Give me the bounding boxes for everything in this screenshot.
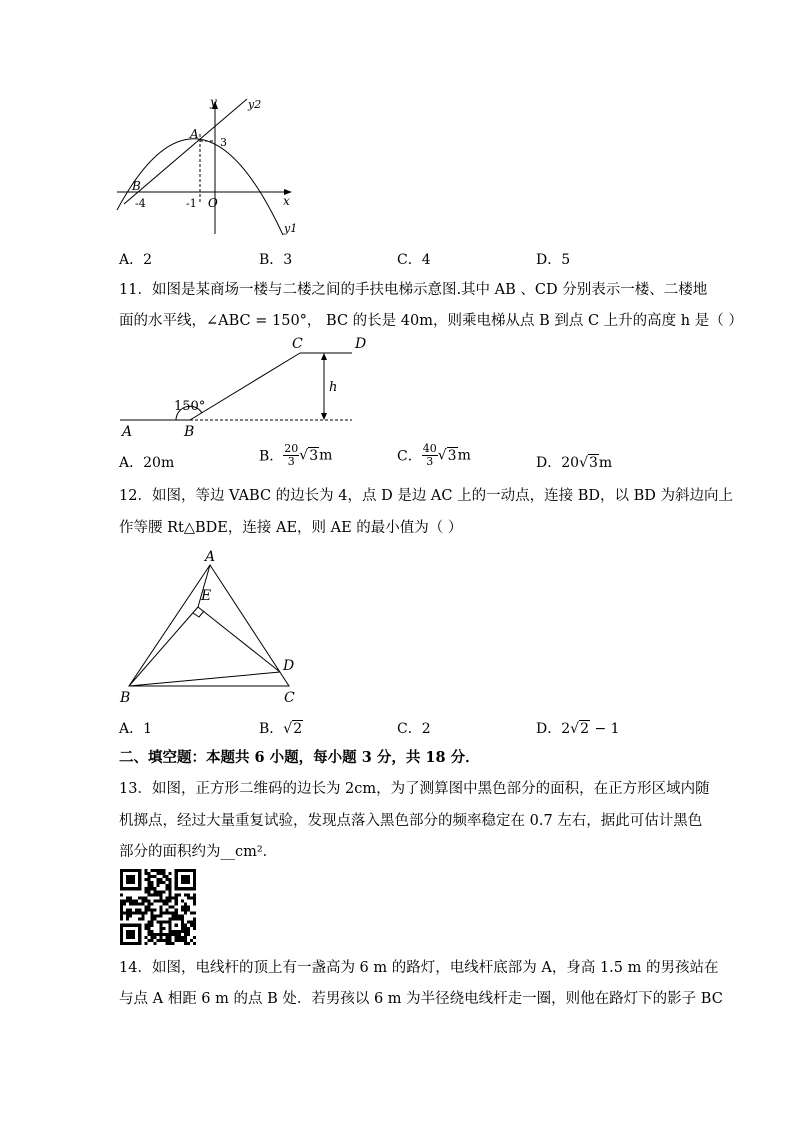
qr-module <box>190 896 193 899</box>
qr-module <box>126 930 135 939</box>
qr-module <box>175 896 178 899</box>
qr-module <box>144 872 147 875</box>
escalator-bc <box>190 353 300 420</box>
qr-module <box>141 918 144 921</box>
qr-module <box>172 942 175 945</box>
label-B: B <box>184 424 195 440</box>
qr-module <box>160 878 163 881</box>
qr-module <box>193 902 196 905</box>
qr-module <box>193 912 196 915</box>
qr-module <box>184 942 187 945</box>
q10-option-b[interactable]: B．3 <box>259 252 293 268</box>
qr-module <box>181 939 184 942</box>
segment-bd <box>129 672 280 686</box>
qr-module <box>169 933 172 936</box>
qr-module <box>153 890 156 893</box>
qr-module <box>193 896 196 899</box>
qr-module <box>141 902 144 905</box>
qr-module <box>138 909 141 912</box>
qr-module <box>147 887 150 890</box>
label-A: A <box>205 549 216 565</box>
qr-module <box>193 918 196 921</box>
qr-module <box>123 902 126 905</box>
qr-module <box>120 915 123 918</box>
qr-module <box>178 939 181 942</box>
qr-module <box>150 933 153 936</box>
q12-triangle-figure <box>112 543 312 708</box>
qr-module <box>126 875 135 884</box>
q14-stem-line1: 14．如图，电线杆的顶上有一盏高为 6 m 的路灯，电线杆底部为 A，身高 1.5 m 的男孩站在 <box>119 960 719 976</box>
qr-module <box>163 927 166 930</box>
qr-module <box>160 905 163 908</box>
qr-module <box>126 909 129 912</box>
qr-module <box>193 899 196 902</box>
qr-module <box>120 918 123 921</box>
line-y2 <box>124 99 247 204</box>
qr-module <box>156 884 159 887</box>
qr-module <box>135 909 138 912</box>
qr-module <box>120 912 123 915</box>
height-arrow-top <box>321 353 327 360</box>
qr-module <box>138 918 141 921</box>
qr-module <box>156 869 159 872</box>
triangle-abc <box>129 565 289 686</box>
q11-stem-line2: 面的水平线，∠ABC = 150°， BC 的长是 40m，则乘电梯从点 B 到点 C 上升的高度 h 是（ ） <box>119 313 743 329</box>
qr-module <box>160 915 163 918</box>
qr-module <box>169 887 172 890</box>
label-D: D <box>355 336 367 352</box>
label-x: x <box>283 194 290 208</box>
qr-module <box>187 896 190 899</box>
qr-module <box>135 912 138 915</box>
qr-module <box>163 869 166 872</box>
q10-option-a[interactable]: A．2 <box>119 252 153 268</box>
label-neg4: -4 <box>135 197 146 210</box>
label-E: E <box>201 588 212 604</box>
qr-module <box>175 939 178 942</box>
qr-module <box>172 912 175 915</box>
qr-module <box>169 896 172 899</box>
q10-option-c[interactable]: C．4 <box>397 252 431 268</box>
qr-module <box>160 869 163 872</box>
qr-module <box>156 899 159 902</box>
qr-module <box>126 915 129 918</box>
qr-module <box>147 927 150 930</box>
qr-module <box>129 912 132 915</box>
qr-module <box>184 933 187 936</box>
qr-module <box>160 930 163 933</box>
qr-module <box>175 902 178 905</box>
qr-module <box>132 902 135 905</box>
qr-module <box>141 899 144 902</box>
label-h: h <box>329 380 338 395</box>
qr-module <box>184 905 187 908</box>
qr-module <box>150 887 153 890</box>
q12-option-a[interactable]: A．1 <box>119 721 153 737</box>
qr-module <box>163 902 166 905</box>
q11-option-b[interactable]: B． $\frac{20}{3}$ √3m <box>259 442 333 468</box>
qr-module <box>144 936 147 939</box>
qr-module <box>187 933 190 936</box>
qr-module <box>141 915 144 918</box>
qr-module <box>169 878 172 881</box>
qr-module <box>166 884 169 887</box>
q12-option-d[interactable]: D．2√2 − 1 <box>536 721 620 737</box>
qr-module <box>144 890 147 893</box>
q13-stem-line2: 机掷点，经过大量重复试验，发现点落入黑色部分的频率稳定在 0.7 左右，据此可估计黑色 <box>119 813 703 829</box>
qr-module <box>160 899 163 902</box>
qr-module <box>141 896 144 899</box>
qr-module <box>184 924 187 927</box>
qr-module <box>160 881 163 884</box>
label-3: 3 <box>220 136 227 149</box>
qr-module <box>193 942 196 945</box>
qr-module <box>147 921 150 924</box>
qr-module <box>150 939 153 942</box>
qr-module <box>150 936 153 939</box>
qr-module <box>172 915 175 918</box>
qr-module <box>187 927 190 930</box>
qr-module <box>169 942 172 945</box>
qr-module <box>138 896 141 899</box>
qr-module <box>166 939 169 942</box>
qr-module <box>144 899 147 902</box>
label-A: A <box>122 424 133 440</box>
qr-module <box>160 936 163 939</box>
qr-module <box>144 942 147 945</box>
qr-module <box>166 875 169 878</box>
qr-module <box>147 893 150 896</box>
qr-module <box>153 899 156 902</box>
qr-code-image <box>120 869 196 945</box>
q12-option-b[interactable]: B．√2 <box>259 721 303 737</box>
qr-module <box>156 872 159 875</box>
qr-module <box>156 881 159 884</box>
qr-module <box>129 899 132 902</box>
qr-module <box>181 915 184 918</box>
q12-stem-line2: 作等腰 Rt△BDE，连接 AE，则 AE 的最小值为（ ） <box>119 520 463 536</box>
qr-module <box>123 899 126 902</box>
qr-module <box>147 875 150 878</box>
qr-module <box>147 881 150 884</box>
qr-module <box>166 887 169 890</box>
qr-module <box>129 896 132 899</box>
qr-module <box>187 921 190 924</box>
qr-module <box>163 899 166 902</box>
qr-module <box>126 918 129 921</box>
qr-module <box>187 930 190 933</box>
qr-module <box>129 902 132 905</box>
qr-module <box>175 912 178 915</box>
qr-module <box>147 924 150 927</box>
qr-module <box>163 872 166 875</box>
qr-module <box>147 902 150 905</box>
qr-module <box>184 909 187 912</box>
qr-module <box>169 890 172 893</box>
qr-module <box>193 927 196 930</box>
qr-module <box>175 924 178 927</box>
qr-module <box>147 872 150 875</box>
qr-module <box>172 933 175 936</box>
qr-module <box>147 899 150 902</box>
q11-escalator-figure <box>112 332 372 442</box>
right-angle-mark <box>193 611 204 617</box>
qr-module <box>156 890 159 893</box>
label-B: B <box>120 690 131 706</box>
qr-module <box>144 924 147 927</box>
qr-module <box>150 875 153 878</box>
qr-module <box>175 915 178 918</box>
qr-module <box>181 899 184 902</box>
qr-module <box>166 936 169 939</box>
label-y2: y2 <box>248 98 262 111</box>
qr-module <box>163 875 166 878</box>
qr-module <box>190 924 193 927</box>
qr-module <box>156 939 159 942</box>
qr-module <box>163 912 166 915</box>
label-D: D <box>283 658 295 674</box>
qr-module <box>144 878 147 881</box>
qr-module <box>163 933 166 936</box>
qr-module <box>193 936 196 939</box>
qr-module <box>178 893 181 896</box>
qr-module <box>172 905 175 908</box>
qr-module <box>166 896 169 899</box>
label-neg1: -1 <box>186 197 197 210</box>
qr-module <box>144 887 147 890</box>
qr-module <box>184 939 187 942</box>
qr-module <box>153 936 156 939</box>
qr-module <box>163 881 166 884</box>
qr-module <box>144 869 147 872</box>
qr-module <box>126 912 129 915</box>
qr-module <box>120 905 123 908</box>
qr-module <box>187 905 190 908</box>
qr-module <box>129 909 132 912</box>
qr-module <box>166 878 169 881</box>
qr-module <box>163 939 166 942</box>
q12-option-c[interactable]: C．2 <box>397 721 431 737</box>
qr-module <box>153 942 156 945</box>
qr-module <box>187 893 190 896</box>
qr-module <box>160 921 163 924</box>
qr-module <box>169 893 172 896</box>
qr-module <box>147 878 150 881</box>
qr-module <box>193 924 196 927</box>
label-angle: 150° <box>174 399 206 414</box>
qr-module <box>144 912 147 915</box>
qr-module <box>193 921 196 924</box>
qr-module <box>153 869 156 872</box>
qr-module <box>187 909 190 912</box>
qr-module <box>169 884 172 887</box>
qr-module <box>153 915 156 918</box>
qr-module <box>184 927 187 930</box>
qr-module <box>135 902 138 905</box>
qr-module <box>190 939 193 942</box>
qr-module <box>175 909 178 912</box>
q13-stem-line3: 部分的面积约为__cm²． <box>119 844 278 860</box>
qr-module <box>166 899 169 902</box>
label-y1: y1 <box>284 222 298 235</box>
qr-module <box>187 942 190 945</box>
qr-module <box>163 921 166 924</box>
qr-module <box>181 905 184 908</box>
qr-module <box>178 933 181 936</box>
qr-module <box>175 936 178 939</box>
qr-module <box>150 893 153 896</box>
qr-module <box>129 915 132 918</box>
qr-module <box>166 921 169 924</box>
qr-module <box>150 881 153 884</box>
qr-module <box>132 912 135 915</box>
qr-module <box>120 902 123 905</box>
qr-module <box>138 912 141 915</box>
qr-module <box>138 902 141 905</box>
qr-module <box>190 921 193 924</box>
qr-module <box>147 909 150 912</box>
qr-module <box>147 890 150 893</box>
qr-module <box>169 899 172 902</box>
qr-module <box>166 933 169 936</box>
qr-module <box>156 878 159 881</box>
qr-module <box>160 890 163 893</box>
qr-module <box>181 936 184 939</box>
label-C: C <box>284 690 295 706</box>
q11-stem-line1: 11．如图是某商场一楼与二楼之间的手扶电梯示意图.其中 AB 、CD 分别表示一楼、二楼地 <box>119 282 708 298</box>
qr-module <box>184 893 187 896</box>
qr-module <box>166 902 169 905</box>
qr-module <box>166 909 169 912</box>
qr-module <box>132 899 135 902</box>
qr-module <box>141 912 144 915</box>
label-A: A <box>190 127 199 141</box>
qr-module <box>153 909 156 912</box>
label-y: y <box>210 95 217 109</box>
qr-module <box>160 924 163 927</box>
qr-module <box>169 936 172 939</box>
qr-module <box>144 905 147 908</box>
qr-module <box>126 899 129 902</box>
qr-module <box>160 896 163 899</box>
qr-module <box>166 912 169 915</box>
label-B: B <box>132 179 141 193</box>
qr-module <box>135 899 138 902</box>
qr-module <box>120 893 123 896</box>
qr-module <box>160 893 163 896</box>
qr-module <box>144 909 147 912</box>
qr-module <box>175 933 178 936</box>
qr-module <box>184 936 187 939</box>
qr-module <box>150 909 153 912</box>
qr-module <box>153 887 156 890</box>
qr-module <box>169 912 172 915</box>
qr-module <box>147 905 150 908</box>
qr-module <box>153 893 156 896</box>
qr-module <box>150 884 153 887</box>
qr-module <box>150 918 153 921</box>
q11-option-c[interactable]: C． $\frac{40}{3}$ √3m <box>397 442 471 468</box>
qr-module <box>150 924 153 927</box>
qr-module <box>181 909 184 912</box>
qr-module <box>160 927 163 930</box>
section-heading: 二、填空题：本题共 6 小题，每小题 3 分，共 18 分． <box>119 749 480 766</box>
label-O: O <box>208 196 218 210</box>
qr-module <box>120 909 123 912</box>
qr-module <box>160 939 163 942</box>
qr-module <box>160 912 163 915</box>
qr-module <box>178 915 181 918</box>
q11-option-a[interactable]: A．20m <box>119 455 175 471</box>
qr-module <box>153 933 156 936</box>
qr-module <box>169 881 172 884</box>
qr-module <box>178 936 181 939</box>
qr-module <box>156 893 159 896</box>
qr-module <box>169 939 172 942</box>
height-arrow-bottom <box>321 413 327 420</box>
q14-stem-line2: 与点 A 相距 6 m 的点 B 处．若男孩以 6 m 为半径绕电线杆走一圈，则他在路灯下的影子 BC <box>119 991 723 1007</box>
qr-module <box>150 912 153 915</box>
qr-module <box>184 930 187 933</box>
segment-be <box>129 607 198 686</box>
qr-module <box>160 909 163 912</box>
qr-module <box>175 893 178 896</box>
qr-module <box>184 912 187 915</box>
qr-module <box>169 905 172 908</box>
qr-module <box>150 930 153 933</box>
qr-module <box>147 930 150 933</box>
qr-module <box>169 872 172 875</box>
qr-module <box>144 896 147 899</box>
qr-module <box>153 875 156 878</box>
qr-module <box>144 927 147 930</box>
qr-module <box>160 933 163 936</box>
qr-module <box>150 869 153 872</box>
qr-module <box>181 875 190 884</box>
qr-module <box>156 933 159 936</box>
q10-graph-figure <box>112 92 312 242</box>
qr-module <box>147 884 150 887</box>
qr-module <box>193 893 196 896</box>
qr-module <box>150 921 153 924</box>
qr-module <box>190 912 193 915</box>
qr-module <box>153 918 156 921</box>
qr-module <box>166 942 169 945</box>
q10-option-d[interactable]: D．5 <box>536 252 571 268</box>
qr-module <box>160 872 163 875</box>
qr-module <box>150 902 153 905</box>
qr-module <box>156 915 159 918</box>
qr-module <box>156 921 159 924</box>
label-C: C <box>292 336 303 352</box>
qr-module <box>126 896 129 899</box>
qr-module <box>163 890 166 893</box>
segment-ed <box>198 607 280 672</box>
qr-module <box>120 899 123 902</box>
qr-module <box>184 902 187 905</box>
q12-stem-line1: 12．如图，等边 VABC 的边长为 4，点 D 是边 AC 上的一动点，连接 BD，以 BD 为斜边向上 <box>119 488 733 504</box>
qr-module <box>147 933 150 936</box>
qr-module <box>150 915 153 918</box>
q13-stem-line1: 13．如图，正方形二维码的边长为 2cm，为了测算图中黑色部分的面积，在正方形区域内随 <box>119 781 710 797</box>
qr-module <box>175 899 178 902</box>
qr-module <box>123 912 126 915</box>
q11-option-d[interactable]: D．20√3m <box>536 455 613 471</box>
qr-module <box>147 939 150 942</box>
qr-module <box>172 896 175 899</box>
